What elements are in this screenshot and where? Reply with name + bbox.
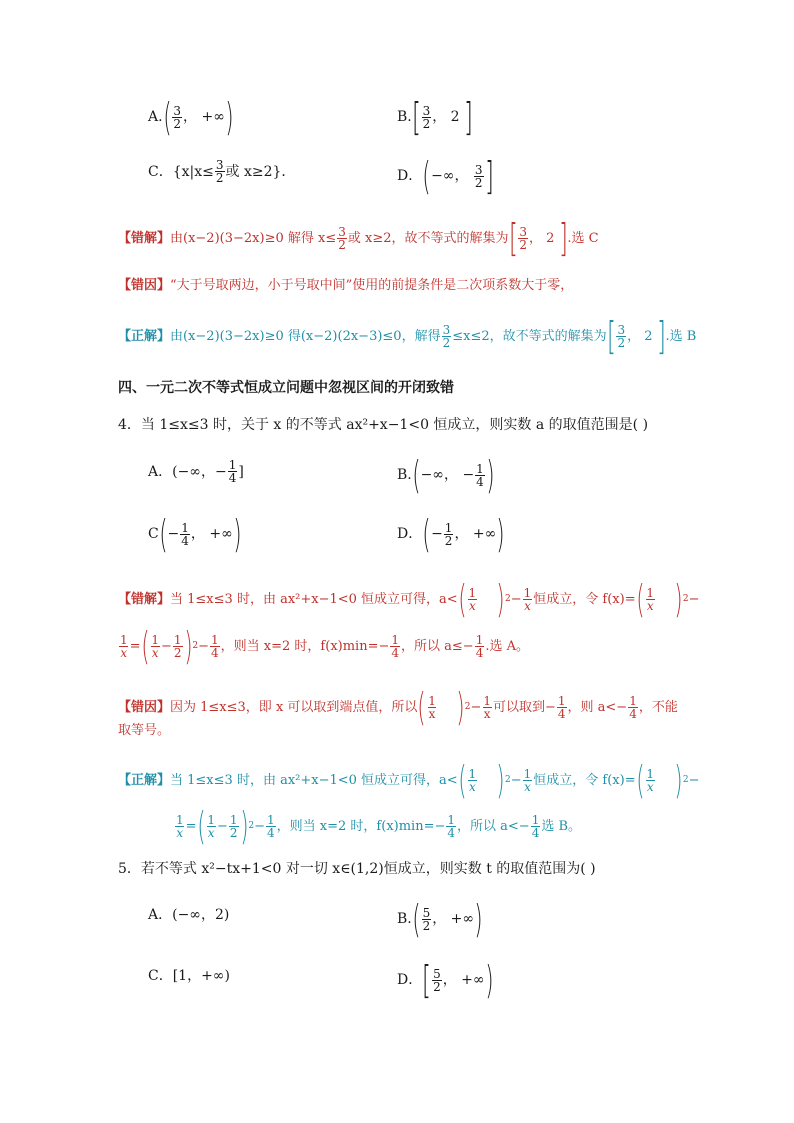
fraction: $\frac{1}{2}$	[173, 632, 182, 660]
cause-tag: 【错因】	[118, 278, 171, 293]
paren: )	[496, 512, 505, 556]
text: 由(x−2)(3−2x)≥0 得(x−2)(2x−3)≤0，解得	[170, 328, 441, 344]
q3-error-cause	[118, 279, 573, 292]
paren: )	[239, 804, 249, 848]
fraction: $\frac{1}{x}$	[646, 766, 655, 794]
fraction: $\frac{1}{4}$	[447, 812, 456, 840]
comma: ，	[454, 526, 469, 542]
fraction: $\frac{1}{x}$	[646, 585, 655, 613]
comma: ，	[443, 467, 458, 483]
fraction: $\frac{3}{2}$	[173, 103, 182, 131]
q3-correct-solution	[118, 314, 697, 358]
option-label: C．{x|x≤	[148, 163, 214, 180]
fraction: $\frac{5}{2}$	[433, 966, 441, 994]
fraction: $\frac{1}{x}$	[523, 585, 532, 613]
value: −∞	[420, 467, 444, 483]
value: −∞	[431, 168, 455, 184]
q5-stem: 5．若不等式 x²−tx+1<0 对一切 x∈(1,2)恒成立，则实数 t 的取值范围为( )	[118, 861, 596, 877]
text: 当 1≤x≤3 时，由 ax²+x−1<0 恒成立可得，a<	[170, 591, 458, 607]
comma: ，	[442, 972, 457, 988]
fraction: $\frac{1}{x}$	[428, 693, 436, 721]
text: 因为 1≤x≤3，即 x 可以取到端点值，所以	[170, 699, 418, 715]
text: 由(x−2)(3−2x)≥0 解得 x≤	[170, 230, 337, 246]
fraction: $\frac{3}{2}$	[519, 224, 527, 252]
exponent: 2	[505, 593, 511, 604]
comma: ，	[454, 168, 469, 184]
q3-option-b[interactable]	[397, 95, 473, 139]
fraction: $\frac{1}{2}$	[444, 520, 453, 548]
fraction: $\frac{1}{4}$	[629, 693, 637, 721]
comma: ，	[183, 109, 198, 125]
q5-option-b[interactable]	[397, 897, 483, 941]
q4-stem: 4．当 1≤x≤3 时，关于 x 的不等式 ax²+x−1<0 恒成立，则实数 a 的取值范围是( )	[118, 417, 649, 433]
fraction: $\frac{1}{x}$	[468, 766, 477, 794]
paren: )	[674, 758, 683, 802]
text: .选 A。	[485, 638, 529, 654]
q3-option-c[interactable]	[148, 159, 295, 184]
paren: (	[140, 624, 150, 668]
paren: (	[422, 154, 431, 198]
bracket: [	[411, 95, 421, 139]
comma: ，	[627, 328, 641, 344]
exponent: 2	[248, 820, 255, 831]
q4-option-b[interactable]	[397, 453, 495, 497]
paren: (	[422, 512, 431, 556]
comma: ，	[528, 230, 542, 246]
text: ，则当 x=2 时，f(x)min=−	[276, 818, 446, 834]
bracket: ]	[558, 216, 568, 260]
fraction: $\frac{1}{4}$	[228, 458, 237, 485]
q4-error-cause-line1: 【错因】 因为 1≤x≤3，即 x 可以取到端点值，所以 ( $\frac{1}{x}$ ) 2 − $\frac{1}{x}$ 可以取到− $\frac{1}{4}$ ，则 a<− $\frac{1}{4}$ ，不能	[118, 685, 678, 729]
text: 或 x≥2，故不等式的解集为	[347, 230, 509, 246]
fraction: $\frac{1}{4}$	[557, 693, 566, 721]
q4-wrong-solution-line2: $\frac{1}{x}$ = ( $\frac{1}{x}$ − $\frac{1}{2}$ ) 2 − $\frac{1}{4}$ ，则当 x=2 时，f(x)min=− $\frac{1}{4}$ ，所以 a≤− $\frac{1}{4}$ .选 A。	[120, 624, 529, 668]
paren: )	[496, 758, 505, 802]
option-label: B.	[397, 911, 412, 927]
option-text: 或 x≥2}．	[225, 163, 296, 180]
text: ，所以 a<−	[457, 818, 530, 834]
option-label: C	[148, 526, 159, 542]
paren: (	[635, 577, 645, 621]
fraction: $\frac{5}{2}$	[422, 905, 431, 933]
paren: (	[635, 758, 645, 802]
exponent: 2	[464, 701, 471, 712]
paren: (	[417, 685, 426, 729]
value: +∞	[201, 109, 225, 125]
fraction: $\frac{3}{2}$	[442, 322, 451, 350]
q5-option-c[interactable]	[148, 969, 230, 983]
bracket: [	[422, 958, 432, 1002]
fraction: $\frac{1}{x}$	[151, 632, 160, 660]
fraction: $\frac{1}{x}$	[176, 812, 184, 840]
paren: (	[196, 804, 206, 848]
q3-wrong-solution	[118, 216, 599, 260]
value: +∞	[209, 526, 233, 542]
q4-wrong-solution-line1: 【错解】 当 1≤x≤3 时，由 ax²+x−1<0 恒成立可得，a< ( $\frac{1}{x}$ ) 2 − $\frac{1}{x}$ 恒成立，令 f(x)= ( $\frac{1}{x}$ ) 2 −	[118, 577, 700, 621]
paren: )	[183, 624, 193, 668]
fraction: $\frac{3}{2}$	[474, 162, 483, 190]
value: 2	[546, 230, 555, 246]
text: ≤x≤2，故不等式的解集为	[452, 328, 607, 344]
fraction: $\frac{3}{2}$	[422, 103, 431, 131]
minus: −	[462, 467, 475, 483]
text: 恒成立，令 f(x)=	[533, 772, 636, 788]
correct-tag: 【正解】	[118, 772, 171, 788]
section-heading: 四、一元二次不等式恒成立问题中忽视区间的开闭致错	[118, 380, 454, 396]
paren: (	[458, 577, 467, 621]
equals: =	[185, 818, 197, 834]
paren: )	[486, 453, 495, 497]
fraction: $\frac{3}{2}$	[338, 224, 346, 252]
paren: (	[412, 453, 421, 497]
value: +∞	[450, 911, 475, 927]
option-label: B.	[397, 467, 412, 483]
bracket: [	[508, 216, 518, 260]
paren: )	[474, 897, 483, 941]
fraction: $\frac{1}{x}$	[483, 693, 491, 721]
fraction: $\frac{1}{x}$	[468, 585, 477, 613]
option-label: D．	[397, 526, 423, 542]
text: 可以取到−	[492, 699, 556, 715]
q4-correct-solution-line2: $\frac{1}{x}$ = ( $\frac{1}{x}$ − $\frac{1}{2}$ ) 2 − $\frac{1}{4}$ ，则当 x=2 时，f(x)min=− $\frac{1}{4}$ ，所以 a<− $\frac{1}{4}$ 选 B。	[176, 804, 582, 848]
paren: )	[484, 958, 494, 1002]
comma: ，	[190, 526, 205, 542]
text: ，则当 x=2 时，f(x)min=−	[220, 638, 390, 654]
comma: ，	[432, 911, 447, 927]
exponent: 2	[505, 774, 511, 785]
text: 取等号。	[118, 723, 171, 738]
value: 2	[644, 328, 653, 344]
comma: ，	[432, 109, 447, 125]
equals: =	[129, 638, 141, 654]
q4-option-d[interactable]	[397, 512, 505, 556]
fraction: $\frac{1}{4}$	[476, 461, 484, 489]
text: .选 C	[567, 230, 599, 246]
fraction: $\frac{1}{4}$	[267, 812, 275, 840]
fraction: $\frac{1}{x}$	[207, 812, 216, 840]
bracket: ]	[464, 95, 473, 139]
text: 选 B。	[541, 818, 582, 834]
fraction: $\frac{1}{x}$	[523, 766, 532, 794]
fraction: $\frac{1}{4}$	[391, 632, 400, 660]
paren: )	[674, 577, 683, 621]
paren: (	[458, 758, 467, 802]
paren: (	[162, 95, 172, 139]
exponent: 2	[682, 774, 689, 785]
q4-correct-solution-line1: 【正解】 当 1≤x≤3 时，由 ax²+x−1<0 恒成立可得，a< ( $\frac{1}{x}$ ) 2 − $\frac{1}{x}$ 恒成立，令 f(x)= ( $\frac{1}{x}$ ) 2 −	[118, 758, 700, 802]
paren: (	[159, 512, 168, 556]
fraction: $\frac{1}{4}$	[181, 520, 189, 548]
cause-tag: 【错因】	[118, 699, 171, 715]
wrong-tag: 【错解】	[118, 591, 171, 607]
value: +∞	[472, 526, 497, 542]
paren: )	[233, 512, 242, 556]
fraction: $\frac{3}{2}$	[617, 322, 626, 350]
option-label: A．(−∞，−	[148, 463, 227, 480]
fraction: $\frac{1}{4}$	[531, 812, 540, 840]
text: ，不能	[638, 699, 678, 715]
bracket: [	[606, 314, 616, 358]
wrong-tag: 【错解】	[118, 230, 171, 246]
exponent: 2	[682, 593, 689, 604]
q5-option-a[interactable]	[148, 908, 229, 922]
text: 恒成立，令 f(x)=	[533, 591, 636, 607]
value: +∞	[461, 972, 485, 988]
minus: −	[431, 526, 443, 542]
text: .选 B	[665, 328, 697, 344]
option-label: B.	[397, 109, 412, 125]
paren: )	[496, 577, 505, 621]
fraction: $\frac{1}{4}$	[211, 632, 219, 660]
q4-error-cause-line2	[118, 724, 170, 737]
bracket: ]	[656, 314, 666, 358]
q5-option-d[interactable]	[397, 958, 494, 1002]
fraction: $\frac{1}{2}$	[229, 812, 238, 840]
option-label: D．	[397, 972, 423, 988]
value: 2	[450, 109, 460, 125]
paren: )	[456, 685, 465, 729]
text: “大于号取两边，小于号取中间”使用的前提条件是二次项系数大于零，	[170, 278, 574, 293]
option-label: A．(−∞，2)	[148, 907, 230, 923]
text: 当 1≤x≤3 时，由 ax²+x−1<0 恒成立可得，a<	[170, 772, 458, 788]
q4-option-a[interactable]: A．(−∞，− $\frac{1}{4}$ ]	[148, 458, 244, 485]
correct-tag: 【正解】	[118, 328, 171, 344]
option-label: D．	[397, 168, 423, 184]
option-label: A.	[148, 109, 163, 125]
bracket: ]	[484, 154, 494, 198]
fraction: $\frac{1}{x}$	[120, 632, 128, 660]
fraction: $\frac{3}{2}$	[215, 158, 224, 185]
exponent: 2	[192, 640, 199, 651]
text: ，则 a<−	[567, 699, 628, 715]
q3-option-a[interactable]	[148, 95, 234, 139]
paren: (	[412, 897, 421, 941]
minus: −	[167, 526, 180, 542]
fraction: $\frac{1}{4}$	[475, 632, 484, 660]
paren: )	[225, 95, 234, 139]
q4-option-c[interactable]	[148, 512, 242, 556]
q3-option-d[interactable]	[397, 154, 494, 198]
option-label: C．[1，+∞)	[148, 968, 230, 984]
text: ，所以 a≤−	[401, 638, 474, 654]
